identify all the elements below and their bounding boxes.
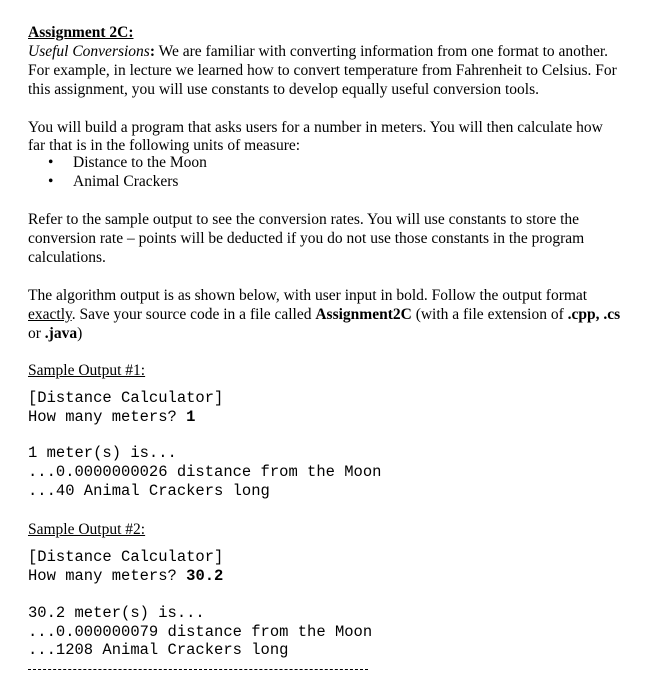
sample2-prompt-line: How many meters? 30.2 bbox=[28, 567, 224, 585]
sample2-user-input: 30.2 bbox=[186, 567, 224, 585]
sample2-moon: ...0.000000079 distance from the Moon bbox=[28, 623, 373, 641]
algorithm-line-3: or .java) bbox=[28, 325, 83, 342]
intro-italic-term: Useful Conversions bbox=[28, 43, 150, 60]
build-line-1: You will build a program that asks users for a number in meters. You will then calculate how bbox=[28, 119, 603, 136]
bullet-item: • Distance to the Moon bbox=[48, 154, 207, 171]
sample1-user-input: 1 bbox=[186, 408, 196, 426]
sample-output-1-label: Sample Output #1: bbox=[28, 362, 146, 379]
intro-line-1: Useful Conversions: We are familiar with converting information from one format to another. bbox=[28, 43, 609, 60]
refer-line-3: calculations. bbox=[28, 249, 106, 266]
sample1-crackers: ...40 Animal Crackers long bbox=[28, 482, 270, 500]
sample2-crackers: ...1208 Animal Crackers long bbox=[28, 641, 289, 659]
bullet-icon: • bbox=[48, 173, 54, 190]
units-bullet-list bbox=[28, 153, 207, 191]
algorithm-line-1: The algorithm output is as shown below, with user input in bold. Follow the output format bbox=[28, 287, 588, 304]
dashed-divider bbox=[28, 669, 368, 670]
refer-line-2: conversion rate – points will be deducted if you do not use those constants in the program bbox=[28, 230, 585, 247]
bullet-icon: • bbox=[48, 154, 54, 171]
sample1-header: [Distance Calculator] bbox=[28, 389, 224, 407]
sample1-moon: ...0.0000000026 distance from the Moon bbox=[28, 463, 382, 481]
build-line-2: far that is in the following units of measure: bbox=[28, 137, 301, 154]
sample2-header: [Distance Calculator] bbox=[28, 548, 224, 566]
bullet-item: • Animal Crackers bbox=[48, 173, 179, 190]
algorithm-line-2: exactly. Save your source code in a file called Assignment2C (with a file extension of .cpp, .cs bbox=[28, 306, 621, 323]
intro-line-3: this assignment, you will use constants to develop equally useful conversion tools. bbox=[28, 81, 540, 98]
refer-line-1: Refer to the sample output to see the conversion rates. You will use constants to store the bbox=[28, 211, 580, 228]
sample2-result: 30.2 meter(s) is... bbox=[28, 604, 205, 622]
sample1-prompt-line: How many meters? 1 bbox=[28, 408, 196, 426]
intro-line-2: For example, in lecture we learned how to convert temperature from Fahrenheit to Celsius. For bbox=[28, 62, 617, 79]
assignment-heading: Assignment 2C: bbox=[28, 24, 134, 41]
sample-output-2-label: Sample Output #2: bbox=[28, 521, 146, 538]
sample1-result: 1 meter(s) is... bbox=[28, 444, 177, 462]
